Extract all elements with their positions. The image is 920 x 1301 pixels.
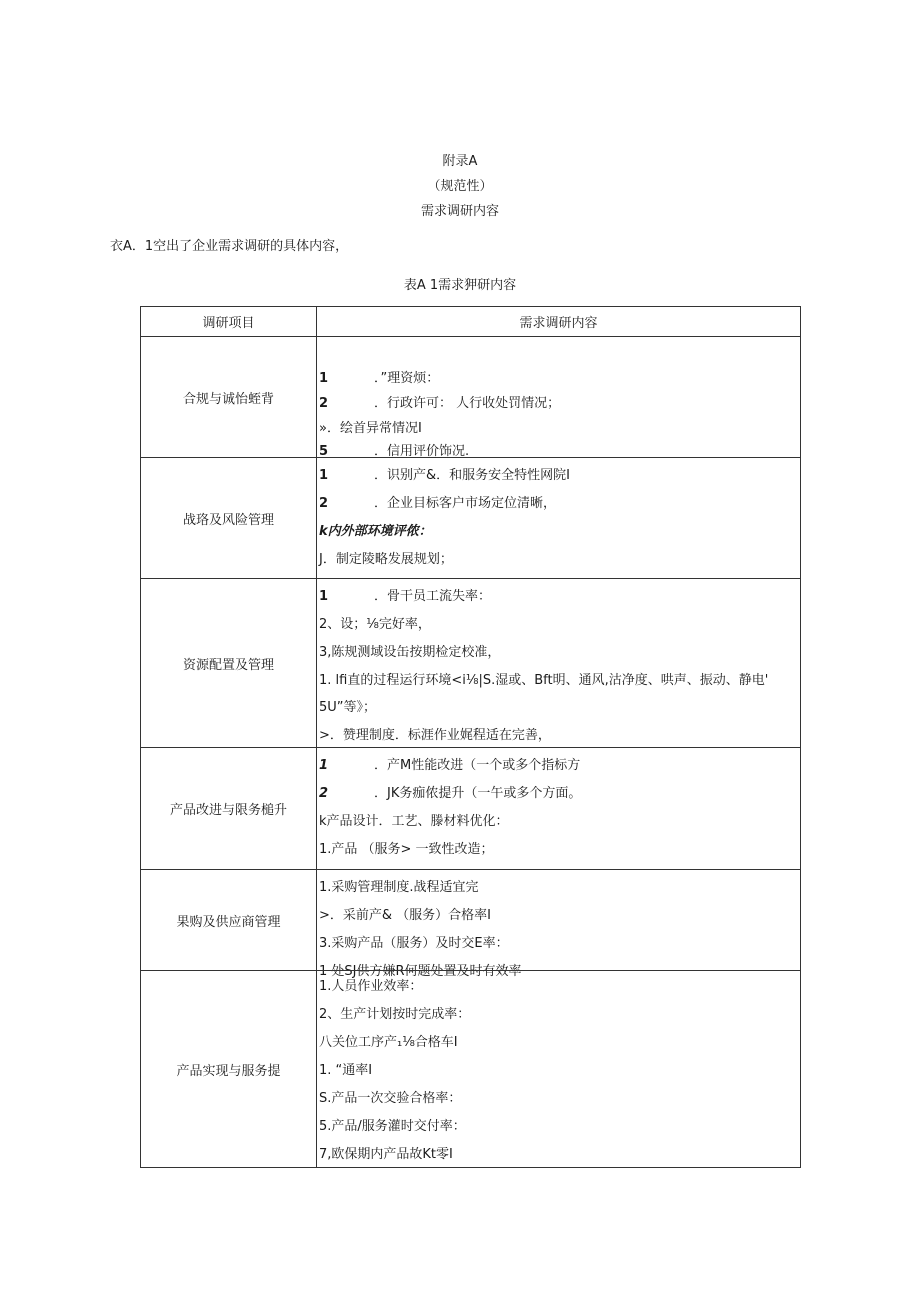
document-title: 需求调研内容: [420, 204, 499, 219]
table-row: [141, 336, 800, 457]
content-line: 1. “通率I: [319, 1063, 373, 1078]
content-line: 1.人员作业效率：: [319, 979, 423, 994]
row-content: [317, 748, 800, 869]
content-line: k内外部环境评侬：: [319, 524, 432, 539]
row-category: 战珞及风险管理: [182, 512, 274, 528]
table-row: [141, 578, 800, 747]
content-line: 2、设；⅛完好率，: [319, 617, 431, 632]
intro-text: 衣A．1空出了企业需求调研的具体内容，: [110, 239, 349, 254]
table-header-row: [141, 307, 800, 336]
requirements-table: [140, 306, 801, 1168]
content-line: 1 ．”理资烦：: [319, 371, 440, 386]
content-line: 2、生产计划按时完成率：: [319, 1007, 471, 1022]
content-line: 5 ．信用评价饰况.: [319, 444, 470, 459]
table-row: [141, 869, 800, 979]
content-line: 1 ．骨干员工流失率：: [319, 589, 492, 604]
table-row: [141, 970, 800, 1167]
content-line: 1. lfi直的过程运行环境<i⅛|S.湿或、Bft明、通风,沽净度、哄声、振动、静电': [319, 673, 769, 688]
content-line: »．绘首异常情况I: [319, 421, 422, 436]
content-line: J．制定陵略发展规划；: [319, 552, 453, 567]
normative-label: （规范性）: [427, 179, 493, 194]
header-col-survey-item: 调研项目: [202, 316, 255, 331]
content-line: 7,欧保期内产品故Kt零I: [319, 1147, 453, 1162]
content-line: 1.产品 （服务> 一致性改造；: [319, 842, 494, 857]
content-line: 5U”等》；: [319, 700, 377, 715]
content-line: 1 ．产M性能改进（一个或多个指标方: [319, 758, 581, 773]
content-line: >．赞理制度．标涯作业娓程适在完善，: [319, 728, 551, 743]
row-content: [317, 971, 800, 1167]
content-line: >．采前产& （服务）合格率I: [319, 908, 491, 923]
appendix-title: 附录A: [442, 154, 478, 169]
table-row: [141, 457, 800, 578]
row-category: 果购及供应商管理: [176, 914, 281, 930]
row-content: [317, 337, 800, 457]
content-line: 3.采购产品（服务）及时交E率：: [319, 936, 509, 951]
row-category: 资源配置及管理: [182, 657, 274, 673]
content-line: 5.产品/服务灌时交付率：: [319, 1119, 466, 1134]
row-category: 产品改进与限务槌升: [169, 803, 287, 818]
row-content: [317, 870, 800, 979]
content-line: 2 ．企业目标客户市场定位清晰，: [319, 496, 557, 511]
content-line: 1 ．识别产&．和服务安全特性网院I: [319, 468, 570, 483]
content-line: 八关位工序产₁⅛合格车I: [319, 1035, 458, 1050]
row-content: [317, 458, 800, 578]
row-category: 产品实现与服务提: [176, 1063, 281, 1079]
content-line: 2 ．行政许可： 人行收处罚情况；: [319, 396, 561, 411]
content-line: k产品设计．工艺、滕材料优化：: [319, 814, 509, 829]
row-content: [317, 579, 800, 747]
table-row: [141, 747, 800, 869]
content-line: 3,陈规测域设缶按期检定校准，: [319, 645, 501, 660]
content-line: 2 ．JK务痂侬提升（一午或多个方面。: [319, 786, 582, 801]
content-line: S.产品一次交验合格率：: [319, 1091, 462, 1106]
content-line: 1.采购管理制度.战程适宜完: [319, 880, 479, 895]
table-caption: 表A 1需求狎研内容: [403, 278, 517, 293]
row-category: 合规与诚怡蛭背: [182, 391, 274, 407]
content-line: 1 处SJ供方嫌R何题处置及时有效率: [319, 964, 522, 979]
header-col-survey-content: 需求调研内容: [519, 316, 598, 331]
